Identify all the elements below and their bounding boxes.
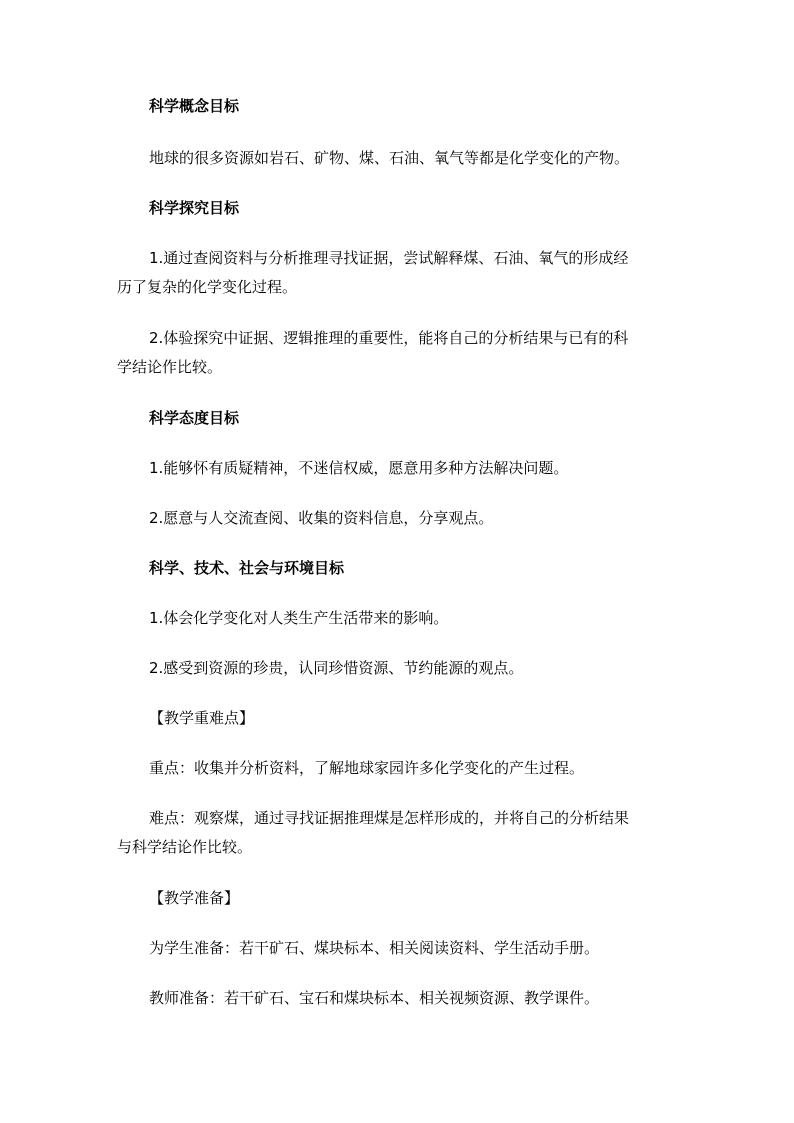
paragraph-line: 教师准备：若干矿石、宝石和煤块标本、相关视频资源、教学课件。 bbox=[149, 989, 600, 1007]
section-heading-stse: 科学、技术、社会与环境目标 bbox=[149, 559, 345, 577]
paragraph-line: 重点：收集并分析资料，了解地球家园许多化学变化的产生过程。 bbox=[149, 759, 585, 777]
paragraph-line: 为学生准备：若干矿石、煤块标本、相关阅读资料、学生活动手册。 bbox=[149, 939, 600, 957]
section-heading-science-concept: 科学概念目标 bbox=[149, 97, 240, 115]
paragraph-line: 1.体会化学变化对人类生产生活带来的影响。 bbox=[149, 609, 449, 627]
section-heading-science-inquiry: 科学探究目标 bbox=[149, 199, 240, 217]
paragraph-line: 2.体验探究中证据、逻辑推理的重要性，能将自己的分析结果与已有的科 bbox=[149, 329, 629, 347]
paragraph-line: 历了复杂的化学变化过程。 bbox=[117, 278, 298, 296]
paragraph-line: 学结论作比较。 bbox=[117, 358, 223, 376]
paragraph-line: 地球的很多资源如岩石、矿物、煤、石油、氧气等都是化学变化的产物。 bbox=[149, 149, 630, 167]
section-heading-key-points: 【教学重难点】 bbox=[149, 709, 255, 727]
paragraph-line: 1.通过查阅资料与分析推理寻找证据，尝试解释煤、石油、氧气的形成经 bbox=[149, 249, 629, 267]
paragraph-line: 难点：观察煤，通过寻找证据推理煤是怎样形成的，并将自己的分析结果 bbox=[149, 809, 630, 827]
section-heading-science-attitude: 科学态度目标 bbox=[149, 409, 240, 427]
paragraph-line: 1.能够怀有质疑精神，不迷信权威，愿意用多种方法解决问题。 bbox=[149, 459, 569, 477]
paragraph-line: 2.感受到资源的珍贵，认同珍惜资源、节约能源的观点。 bbox=[149, 659, 524, 677]
paragraph-line: 2.愿意与人交流查阅、收集的资料信息，分享观点。 bbox=[149, 509, 494, 527]
paragraph-line: 与科学结论作比较。 bbox=[117, 838, 253, 856]
section-heading-preparation: 【教学准备】 bbox=[149, 889, 240, 907]
